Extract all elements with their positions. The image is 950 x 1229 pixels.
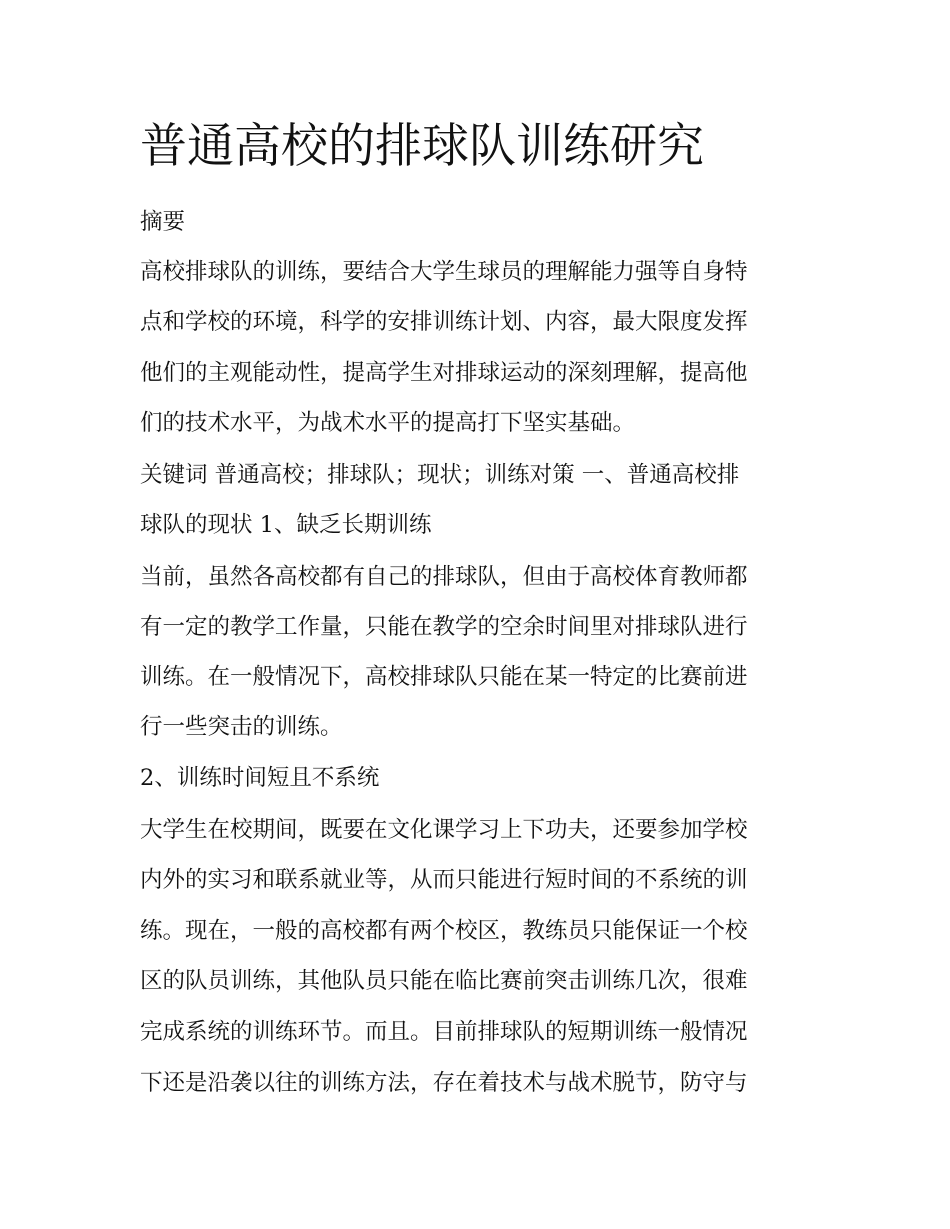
body-line: 点和学校的环境，科学的安排训练计划、内容，最大限度发挥 xyxy=(140,309,748,335)
body-line: 行一些突击的训练。 xyxy=(140,714,343,740)
body-line: 训练。在一般情况下，高校排球队只能在某一特定的比赛前进 xyxy=(140,664,748,690)
section-heading-abstract: 摘要 xyxy=(140,209,186,235)
body-line: 当前，虽然各高校都有自己的排球队，但由于高校体育教师都 xyxy=(140,564,748,590)
body-line: 球队的现状 1、缺乏长期训练 xyxy=(140,512,432,538)
document-title: 普通高校的排球队训练研究 xyxy=(140,119,704,174)
body-line: 下还是沿袭以往的训练方法，存在着技术与战术脱节，防守与 xyxy=(140,1070,748,1096)
body-line: 区的队员训练，其他队员只能在临比赛前突击训练几次，很难 xyxy=(140,968,748,994)
body-line: 大学生在校期间，既要在文化课学习上下功夫，还要参加学校 xyxy=(140,817,748,843)
keywords-line: 关键词 普通高校；排球队；现状；训练对策 一、普通高校排 xyxy=(140,462,740,488)
body-line: 完成系统的训练环节。而且。目前排球队的短期训练一般情况 xyxy=(140,1019,748,1045)
body-line: 他们的主观能动性，提高学生对排球运动的深刻理解，提高他 xyxy=(140,360,748,386)
body-line: 练。现在，一般的高校都有两个校区，教练员只能保证一个校 xyxy=(140,918,748,944)
body-line: 高校排球队的训练，要结合大学生球员的理解能力强等自身特 xyxy=(140,259,748,285)
body-line: 有一定的教学工作量，只能在教学的空余时间里对排球队进行 xyxy=(140,614,748,640)
body-line: 内外的实习和联系就业等，从而只能进行短时间的不系统的训 xyxy=(140,867,748,893)
section-heading-2: 2、训练时间短且不系统 xyxy=(140,765,380,791)
body-line: 们的技术水平，为战术水平的提高打下坚实基础。 xyxy=(140,410,636,436)
